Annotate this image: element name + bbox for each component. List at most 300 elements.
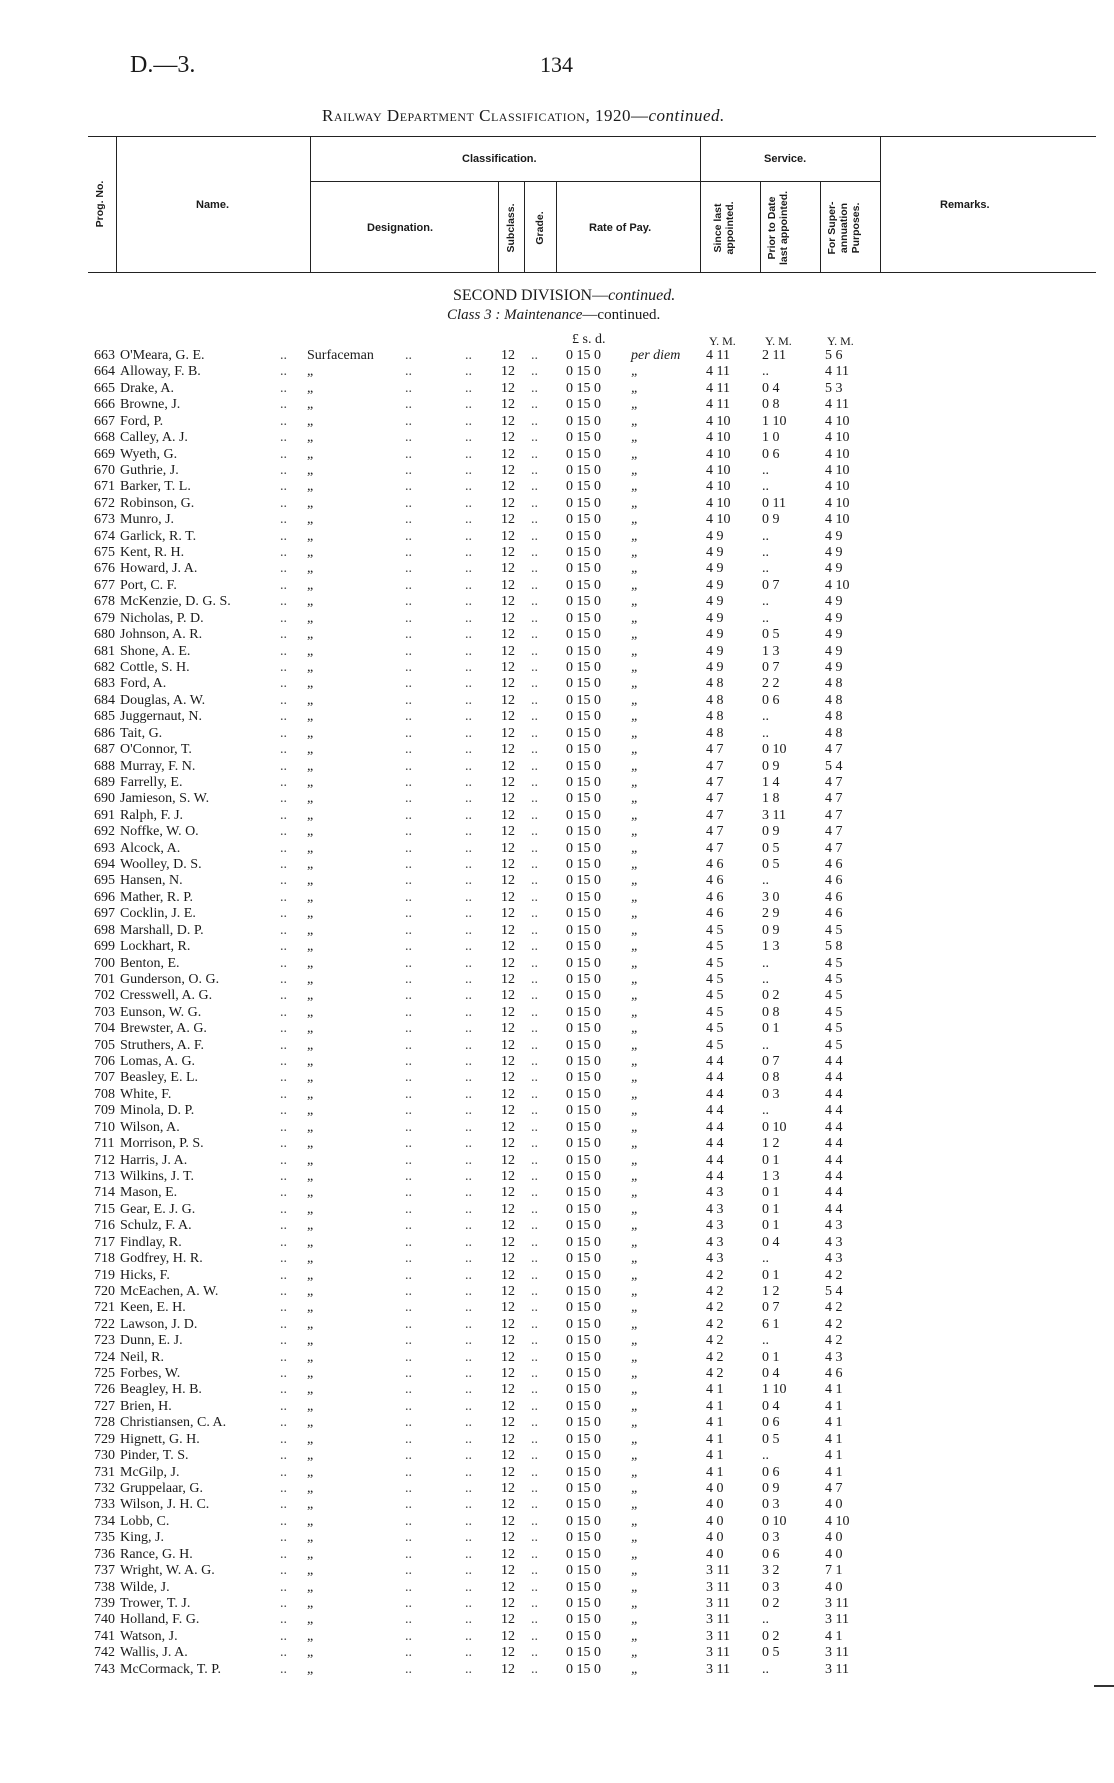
table-row — [0, 1120, 1114, 1136]
service-prior: 0 11 — [762, 495, 786, 511]
designation: „ — [307, 462, 314, 478]
leader-dots: .. — [405, 577, 412, 593]
designation: „ — [307, 742, 314, 758]
subclass: 12 — [501, 380, 515, 396]
prog-number: 663 — [94, 348, 115, 363]
leader-dots: .. — [465, 528, 472, 544]
table-row — [0, 693, 1114, 709]
employee-name: Wilson, A. — [120, 1119, 180, 1135]
leader-dots: .. — [405, 971, 412, 987]
leader-dots: .. — [465, 1152, 472, 1168]
prog-number: 716 — [94, 1218, 115, 1234]
pay-unit: „ — [631, 1415, 639, 1431]
leader-dots: .. — [280, 512, 287, 528]
subclass: 12 — [501, 1004, 515, 1020]
leader-dots: .. — [465, 430, 472, 446]
employee-name: Brien, H. — [120, 1398, 172, 1414]
service-prior: 0 6 — [762, 1464, 780, 1480]
rate-of-pay: 0 15 0 — [566, 1234, 601, 1250]
service-prior: 0 5 — [762, 1431, 780, 1447]
rate-of-pay: 0 15 0 — [566, 1283, 601, 1299]
employee-name: Godfrey, H. R. — [120, 1251, 203, 1267]
pay-unit: „ — [631, 659, 639, 675]
leader-dots: .. — [531, 1103, 538, 1119]
employee-name: Douglas, A. W. — [120, 692, 206, 708]
col-rule — [310, 136, 311, 272]
designation: „ — [307, 676, 314, 692]
service-since-last: 4 7 — [706, 840, 724, 856]
leader-dots: .. — [405, 430, 412, 446]
service-superannuation: 4 6 — [825, 889, 843, 905]
service-prior: 0 5 — [762, 840, 780, 856]
service-since-last: 4 1 — [706, 1415, 724, 1431]
leader-dots: .. — [465, 791, 472, 807]
leader-dots: .. — [531, 1513, 538, 1529]
service-since-last: 4 5 — [706, 971, 724, 987]
header-superannuation: For Super-annuation Purposes. — [826, 201, 862, 255]
prog-number: 701 — [94, 971, 115, 987]
service-since-last: 4 5 — [706, 988, 724, 1004]
table-row — [0, 709, 1114, 725]
designation: „ — [307, 446, 314, 462]
leader-dots: .. — [405, 1497, 412, 1513]
leader-dots: .. — [465, 1021, 472, 1037]
prog-number: 702 — [94, 988, 115, 1004]
service-since-last: 4 1 — [706, 1382, 724, 1398]
leader-dots: .. — [531, 462, 538, 478]
pay-unit: „ — [631, 709, 639, 725]
pay-unit: „ — [631, 364, 639, 380]
table-row — [0, 906, 1114, 922]
rate-of-pay: 0 15 0 — [566, 955, 601, 971]
service-since-last: 4 3 — [706, 1185, 724, 1201]
leader-dots: .. — [531, 774, 538, 790]
leader-dots: .. — [280, 1300, 287, 1316]
header-service: Service. — [764, 153, 807, 165]
leader-dots: .. — [465, 1480, 472, 1496]
pay-unit: „ — [631, 1497, 639, 1513]
subclass: 12 — [501, 495, 515, 511]
service-superannuation: 4 7 — [825, 791, 843, 807]
prog-number: 711 — [94, 1136, 115, 1152]
prog-number: 731 — [94, 1464, 115, 1480]
employee-name: Holland, F. G. — [120, 1612, 200, 1628]
service-superannuation: 4 1 — [825, 1415, 843, 1431]
leader-dots: .. — [531, 1333, 538, 1349]
header-since-last-appointed: Since last appointed. — [712, 201, 736, 255]
leader-dots: .. — [531, 446, 538, 462]
service-superannuation: 4 1 — [825, 1628, 843, 1644]
service-prior: 0 6 — [762, 1546, 780, 1562]
leader-dots: .. — [465, 577, 472, 593]
subclass: 12 — [501, 1661, 515, 1677]
leader-dots: .. — [465, 1431, 472, 1447]
prog-number: 671 — [94, 479, 115, 495]
leader-dots: .. — [531, 1054, 538, 1070]
employee-name: Christiansen, C. A. — [120, 1415, 227, 1431]
employee-name: Brewster, A. G. — [120, 1021, 207, 1037]
service-prior: 0 3 — [762, 1497, 780, 1513]
leader-dots: .. — [465, 725, 472, 741]
leader-dots: .. — [531, 430, 538, 446]
pay-unit: „ — [631, 1612, 639, 1628]
leader-dots: .. — [405, 1103, 412, 1119]
rate-of-pay: 0 15 0 — [566, 1497, 601, 1513]
service-prior: 1 2 — [762, 1136, 780, 1152]
subclass: 12 — [501, 610, 515, 626]
table-row — [0, 1235, 1114, 1251]
service-prior: .. — [762, 528, 769, 544]
employee-name: Ralph, F. J. — [120, 807, 184, 823]
table-row — [0, 1563, 1114, 1579]
employee-name: Lawson, J. D. — [120, 1316, 198, 1332]
service-superannuation: 4 3 — [825, 1218, 843, 1234]
leader-dots: .. — [405, 1661, 412, 1677]
rate-of-pay: 0 15 0 — [566, 676, 601, 692]
leader-dots: .. — [405, 1185, 412, 1201]
designation: „ — [307, 380, 314, 396]
employee-name: Juggernaut, N. — [120, 709, 203, 725]
leader-dots: .. — [465, 1563, 472, 1579]
service-superannuation: 5 4 — [825, 1283, 843, 1299]
leader-dots: .. — [531, 1234, 538, 1250]
document-reference: D.—3. — [130, 52, 196, 78]
rate-of-pay: 0 15 0 — [566, 561, 601, 577]
leader-dots: .. — [465, 1316, 472, 1332]
pay-unit: „ — [631, 1316, 639, 1332]
table-row — [0, 1465, 1114, 1481]
rate-of-pay: 0 15 0 — [566, 1448, 601, 1464]
service-prior: 0 2 — [762, 1595, 780, 1611]
service-since-last: 3 11 — [706, 1612, 730, 1628]
pay-unit: „ — [631, 840, 639, 856]
leader-dots: .. — [531, 758, 538, 774]
leader-dots: .. — [531, 939, 538, 955]
leader-dots: .. — [531, 1136, 538, 1152]
leader-dots: .. — [280, 1579, 287, 1595]
designation: „ — [307, 430, 314, 446]
pay-unit: „ — [631, 1300, 639, 1316]
table-row — [0, 627, 1114, 643]
service-since-last: 4 2 — [706, 1267, 724, 1283]
employee-name: Hignett, G. H. — [120, 1431, 200, 1447]
prog-number: 737 — [94, 1563, 115, 1579]
service-since-last: 3 11 — [706, 1628, 730, 1644]
service-since-last: 4 7 — [706, 742, 724, 758]
prog-number: 717 — [94, 1234, 115, 1250]
employee-name: Kent, R. H. — [120, 545, 185, 561]
designation: „ — [307, 971, 314, 987]
table-row — [0, 529, 1114, 545]
leader-dots: .. — [280, 446, 287, 462]
leader-dots: .. — [280, 742, 287, 758]
header-name: Name. — [196, 199, 230, 211]
service-superannuation: 4 10 — [825, 512, 850, 528]
header-rate-of-pay: Rate of Pay. — [589, 222, 652, 234]
leader-dots: .. — [531, 676, 538, 692]
subclass: 12 — [501, 807, 515, 823]
leader-dots: .. — [531, 561, 538, 577]
service-since-last: 4 4 — [706, 1152, 724, 1168]
service-since-last: 3 11 — [706, 1579, 730, 1595]
service-superannuation: 4 7 — [825, 1480, 843, 1496]
rate-of-pay: 0 15 0 — [566, 479, 601, 495]
rate-of-pay: 0 15 0 — [566, 1628, 601, 1644]
service-prior: .. — [762, 610, 769, 626]
leader-dots: .. — [531, 1415, 538, 1431]
leader-dots: .. — [405, 1234, 412, 1250]
designation: „ — [307, 594, 314, 610]
employee-name: Wilkins, J. T. — [120, 1169, 194, 1184]
service-since-last: 4 7 — [706, 807, 724, 823]
leader-dots: .. — [405, 397, 412, 413]
service-superannuation: 5 3 — [825, 380, 843, 396]
prog-number: 714 — [94, 1185, 115, 1201]
leader-dots: .. — [280, 1349, 287, 1365]
service-superannuation: 4 4 — [825, 1169, 843, 1184]
employee-name: Hicks, F. — [120, 1267, 170, 1283]
designation: „ — [307, 659, 314, 675]
service-superannuation: 4 4 — [825, 1136, 843, 1152]
leader-dots: .. — [405, 364, 412, 380]
table-row — [0, 1185, 1114, 1201]
leader-dots: .. — [531, 1251, 538, 1267]
leader-dots: .. — [531, 1612, 538, 1628]
employee-name: Beasley, E. L. — [120, 1070, 199, 1086]
service-superannuation: 4 9 — [825, 610, 843, 626]
leader-dots: .. — [465, 1382, 472, 1398]
subclass: 12 — [501, 692, 515, 708]
employee-name: Wright, W. A. G. — [120, 1563, 215, 1579]
employee-name: Wyeth, G. — [120, 446, 178, 462]
service-superannuation: 4 4 — [825, 1201, 843, 1217]
pay-unit: „ — [631, 479, 639, 495]
service-prior: 0 10 — [762, 742, 787, 758]
rate-of-pay: 0 15 0 — [566, 988, 601, 1004]
service-since-last: 4 10 — [706, 479, 731, 495]
designation: „ — [307, 955, 314, 971]
designation: „ — [307, 709, 314, 725]
leader-dots: .. — [465, 774, 472, 790]
leader-dots: .. — [280, 1251, 287, 1267]
rate-of-pay: 0 15 0 — [566, 446, 601, 462]
service-prior: 0 7 — [762, 1300, 780, 1316]
leader-dots: .. — [465, 380, 472, 396]
leader-dots: .. — [405, 528, 412, 544]
col-rule — [880, 136, 881, 272]
service-prior: 1 8 — [762, 791, 780, 807]
table-row — [0, 1021, 1114, 1037]
prog-number: 692 — [94, 824, 115, 840]
leader-dots: .. — [405, 1119, 412, 1135]
leader-dots: .. — [280, 1382, 287, 1398]
table-row — [0, 873, 1114, 889]
prog-number: 676 — [94, 561, 115, 577]
leader-dots: .. — [280, 364, 287, 380]
leader-dots: .. — [280, 1497, 287, 1513]
leader-dots: .. — [280, 1185, 287, 1201]
col-rule — [700, 136, 701, 272]
service-superannuation: 4 0 — [825, 1530, 843, 1546]
service-since-last: 4 5 — [706, 1037, 724, 1053]
rate-of-pay: 0 15 0 — [566, 659, 601, 675]
leader-dots: .. — [280, 824, 287, 840]
designation: „ — [307, 364, 314, 380]
table-row — [0, 1153, 1114, 1169]
service-prior: 3 2 — [762, 1563, 780, 1579]
leader-dots: .. — [465, 1218, 472, 1234]
leader-dots: .. — [531, 1086, 538, 1102]
table-row — [0, 1169, 1114, 1185]
designation: „ — [307, 1185, 314, 1201]
pay-unit: „ — [631, 413, 639, 429]
subclass: 12 — [501, 430, 515, 446]
leader-dots: .. — [465, 495, 472, 511]
leader-dots: .. — [280, 1661, 287, 1677]
leader-dots: .. — [405, 348, 412, 363]
service-superannuation: 4 9 — [825, 594, 843, 610]
pay-unit: „ — [631, 610, 639, 626]
pay-unit: „ — [631, 1086, 639, 1102]
employee-name: Beagley, H. B. — [120, 1382, 202, 1398]
employee-name: McKenzie, D. G. S. — [120, 594, 231, 610]
leader-dots: .. — [465, 742, 472, 758]
service-superannuation: 4 4 — [825, 1152, 843, 1168]
employee-name: Lobb, C. — [120, 1513, 170, 1529]
service-superannuation: 4 7 — [825, 742, 843, 758]
pay-unit: „ — [631, 1103, 639, 1119]
leader-dots: .. — [405, 643, 412, 659]
table-row — [0, 496, 1114, 512]
pay-unit: „ — [631, 1398, 639, 1414]
leader-dots: .. — [280, 1464, 287, 1480]
rate-of-pay: 0 15 0 — [566, 1152, 601, 1168]
pay-unit: „ — [631, 906, 639, 922]
subclass: 12 — [501, 758, 515, 774]
service-prior: 1 10 — [762, 1382, 787, 1398]
designation: „ — [307, 1530, 314, 1546]
pay-unit: „ — [631, 1169, 639, 1184]
subclass: 12 — [501, 1563, 515, 1579]
designation: „ — [307, 1595, 314, 1611]
leader-dots: .. — [531, 1300, 538, 1316]
pay-unit: „ — [631, 1563, 639, 1579]
leader-dots: .. — [465, 1513, 472, 1529]
subclass: 12 — [501, 824, 515, 840]
leader-dots: .. — [280, 659, 287, 675]
service-since-last: 3 11 — [706, 1595, 730, 1611]
designation: „ — [307, 1103, 314, 1119]
service-since-last: 4 1 — [706, 1448, 724, 1464]
prog-number: 728 — [94, 1415, 115, 1431]
table-top-rule — [88, 136, 1096, 137]
leader-dots: .. — [465, 1333, 472, 1349]
service-superannuation: 4 7 — [825, 840, 843, 856]
service-prior: 0 1 — [762, 1185, 780, 1201]
employee-name: Harris, J. A. — [120, 1152, 188, 1168]
service-since-last: 4 10 — [706, 446, 731, 462]
designation: „ — [307, 1300, 314, 1316]
service-prior: 3 11 — [762, 807, 786, 823]
prog-number: 696 — [94, 889, 115, 905]
leader-dots: .. — [280, 397, 287, 413]
rate-of-pay: 0 15 0 — [566, 1464, 601, 1480]
pay-unit: „ — [631, 774, 639, 790]
table-row — [0, 1366, 1114, 1382]
subclass: 12 — [501, 971, 515, 987]
leader-dots: .. — [465, 561, 472, 577]
service-since-last: 4 3 — [706, 1218, 724, 1234]
designation: „ — [307, 824, 314, 840]
leader-dots: .. — [280, 1480, 287, 1496]
leader-dots: .. — [531, 1349, 538, 1365]
leader-dots: .. — [405, 1513, 412, 1529]
subclass: 12 — [501, 1021, 515, 1037]
pay-unit: „ — [631, 1464, 639, 1480]
table-row — [0, 1596, 1114, 1612]
leader-dots: .. — [465, 709, 472, 725]
leader-dots: .. — [465, 824, 472, 840]
pay-unit: „ — [631, 462, 639, 478]
leader-dots: .. — [405, 1612, 412, 1628]
leader-dots: .. — [280, 1283, 287, 1299]
service-since-last: 3 11 — [706, 1563, 730, 1579]
prog-number: 721 — [94, 1300, 115, 1316]
rate-of-pay: 0 15 0 — [566, 430, 601, 446]
table-row — [0, 923, 1114, 939]
pay-unit: „ — [631, 791, 639, 807]
subclass: 12 — [501, 577, 515, 593]
leader-dots: .. — [465, 758, 472, 774]
designation: „ — [307, 725, 314, 741]
prog-number: 723 — [94, 1333, 115, 1349]
service-superannuation: 4 1 — [825, 1448, 843, 1464]
service-prior: 2 11 — [762, 348, 786, 363]
leader-dots: .. — [405, 676, 412, 692]
leader-dots: .. — [405, 758, 412, 774]
service-since-last: 4 9 — [706, 594, 724, 610]
leader-dots: .. — [280, 1628, 287, 1644]
leader-dots: .. — [531, 1431, 538, 1447]
leader-dots: .. — [280, 1004, 287, 1020]
employee-name: Port, C. F. — [120, 577, 177, 593]
leader-dots: .. — [405, 627, 412, 643]
leader-dots: .. — [280, 577, 287, 593]
prog-number: 680 — [94, 627, 115, 643]
leader-dots: .. — [465, 397, 472, 413]
prog-number: 665 — [94, 380, 115, 396]
service-superannuation: 7 1 — [825, 1563, 843, 1579]
employee-name: Munro, J. — [120, 512, 175, 528]
designation: „ — [307, 1563, 314, 1579]
pay-unit: „ — [631, 955, 639, 971]
col-rule — [498, 181, 499, 272]
col-rule — [116, 136, 117, 272]
designation: „ — [307, 939, 314, 955]
employee-name: Wilde, J. — [120, 1579, 170, 1595]
prog-number: 739 — [94, 1595, 115, 1611]
service-since-last: 4 5 — [706, 1021, 724, 1037]
table-row — [0, 759, 1114, 775]
designation: „ — [307, 1054, 314, 1070]
leader-dots: .. — [280, 1267, 287, 1283]
service-since-last: 4 4 — [706, 1136, 724, 1152]
leader-dots: .. — [531, 1021, 538, 1037]
leader-dots: .. — [531, 840, 538, 856]
prog-number: 670 — [94, 462, 115, 478]
rate-of-pay: 0 15 0 — [566, 577, 601, 593]
pay-unit: „ — [631, 1136, 639, 1152]
